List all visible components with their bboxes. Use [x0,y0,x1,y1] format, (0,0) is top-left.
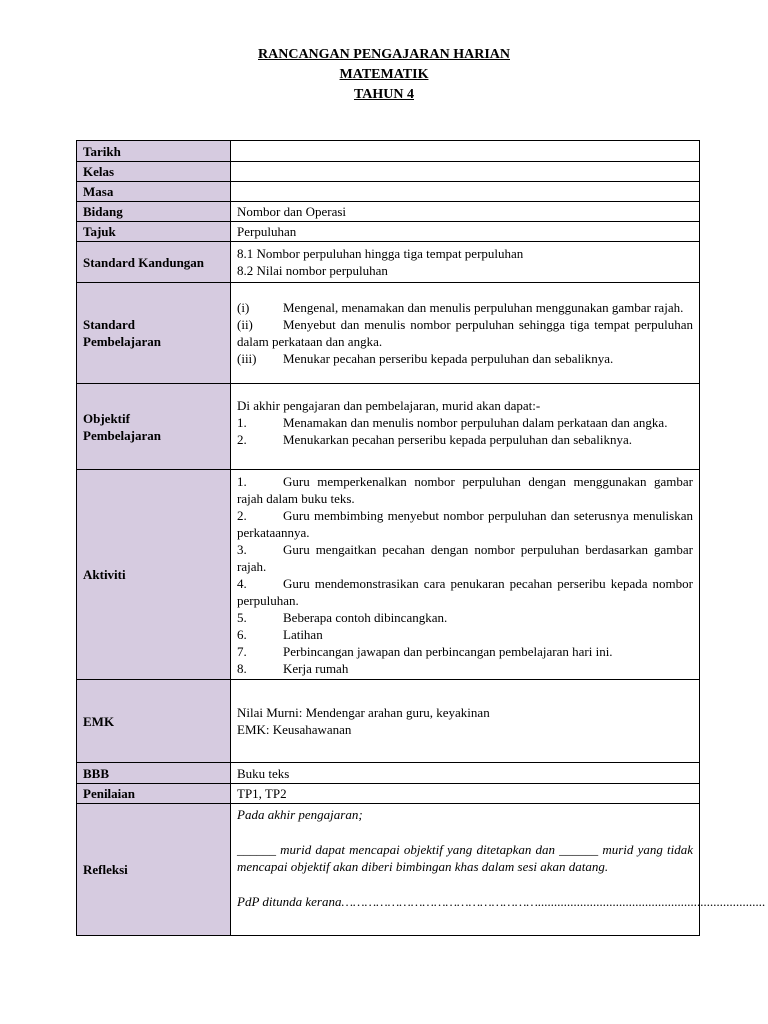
refleksi-line: Pada akhir pengajaran; [237,807,363,822]
value-bidang: Nombor dan Operasi [231,202,700,222]
obj-item [237,431,693,448]
row-standard-pembelajaran [77,283,700,384]
akt-item [237,660,693,677]
obj-text: Menukarkan pecahan perseribu kepada perpuluhan dan sebaliknya. [283,431,633,447]
obj-label-line: Pembelajaran [83,427,161,443]
value-tarikh [231,141,700,162]
label-bidang: Bidang [77,202,231,222]
sp-num: (iii) [237,351,257,366]
akt-text: Perbincangan jawapan dan perbincangan pembelajaran hari ini. [283,643,613,659]
year-title: TAHUN 4 [353,87,415,102]
row-bidang [77,202,700,222]
sp-text: Menyebut dan menulis nombor perpuluhan sehingga tiga tempat perpuluhan dalam perkataan dan angka. [237,317,693,349]
spacer [237,448,693,457]
akt-num: 4. [237,575,247,591]
label-refleksi: Refleksi [77,804,231,936]
refleksi-line: ______ murid dapat mencapai objektif yang ditetapkan dan ______ murid yang tidak mencapai objektif akan diberi bimbingan khas dalam sesi akan datang. [237,842,693,874]
lesson-plan-table [76,140,766,936]
sp-item [237,350,693,367]
label-kelas: Kelas [77,162,231,182]
sp-item [237,316,693,350]
akt-text: Beberapa contoh dibincangkan. [283,609,448,625]
row-objektif [77,384,700,470]
label-objektif [77,384,231,470]
akt-num: 2. [237,507,247,523]
document-title: RANCANGAN PENGAJARAN HARIAN [258,47,510,62]
label-emk: EMK [77,680,231,763]
value-emk [231,680,700,763]
sk-line: 8.2 Nilai nombor perpuluhan [237,263,388,278]
obj-num: 2. [237,431,247,447]
obj-item [237,414,693,431]
spacer [237,875,693,893]
row-emk [77,680,700,763]
label-aktiviti: Aktiviti [77,470,231,680]
spacer [237,823,693,841]
label-tarikh: Tarikh [77,141,231,162]
akt-item [237,643,693,660]
akt-item [237,609,693,626]
label-tajuk: Tajuk [77,222,231,242]
row-aktiviti [77,470,700,680]
obj-label-line: Objektif [83,410,130,426]
row-masa [77,182,700,202]
emk-line: Nilai Murni: Mendengar arahan guru, keyakinan [237,705,490,720]
row-penilaian [77,784,700,804]
refleksi-line: PdP ditunda kerana……………………………………………...................................................................... [237,894,766,909]
row-tajuk [77,222,700,242]
obj-intro: Di akhir pengajaran dan pembelajaran, murid akan dapat:- [237,397,541,413]
sk-line: 8.1 Nombor perpuluhan hingga tiga tempat perpuluhan [237,246,524,261]
value-bbb: Buku teks [231,763,700,784]
akt-text: Guru mendemonstrasikan cara penukaran pecahan perseribu kepada nombor perpuluhan. [237,575,693,608]
row-bbb [77,763,700,784]
akt-num: 3. [237,541,247,557]
akt-num: 6. [237,626,247,642]
row-tarikh [77,141,700,162]
label-standard-kandungan: Standard Kandungan [77,242,231,283]
emk-line: EMK: Keusahawanan [237,722,352,737]
akt-text: Guru membimbing menyebut nombor perpuluhan dan seterusnya menuliskan perkataannya. [237,507,693,540]
value-penilaian: TP1, TP2 [231,784,700,804]
akt-item [237,626,693,643]
row-refleksi [77,804,700,936]
akt-text: Kerja rumah [283,660,349,676]
sp-label-line: Standard [83,317,136,332]
sp-item [237,299,693,316]
value-standard-pembelajaran [231,283,700,384]
akt-text: Latihan [283,626,323,642]
obj-text: Menamakan dan menulis nombor perpuluhan dalam perkataan dan angka. [283,414,668,430]
sp-num: (i) [237,300,250,315]
label-masa: Masa [77,182,231,202]
akt-item [237,541,693,575]
akt-num: 1. [237,473,247,489]
akt-text: Guru mengaitkan pecahan dengan nombor perpuluhan berdasarkan gambar rajah. [237,541,693,574]
value-masa [231,182,700,202]
label-standard-pembelajaran [77,283,231,384]
row-kelas [77,162,700,182]
value-tajuk: Perpuluhan [231,222,700,242]
value-standard-kandungan [231,242,700,283]
akt-num: 5. [237,609,247,625]
sp-label-line: Pembelajaran [83,334,161,349]
value-refleksi [231,804,766,936]
akt-item [237,575,693,609]
akt-item [237,473,693,507]
akt-item [237,507,693,541]
value-aktiviti [231,470,700,680]
subject-title: MATEMATIK [339,67,429,82]
row-standard-kandungan [77,242,700,283]
value-kelas [231,162,700,182]
akt-text: Guru memperkenalkan nombor perpuluhan dengan menggunakan gambar rajah dalam buku teks. [237,473,693,506]
label-bbb: BBB [77,763,231,784]
akt-num: 7. [237,643,247,659]
sp-text: Mengenal, menamakan dan menulis perpuluhan menggunakan gambar rajah. [283,300,684,315]
sp-text: Menukar pecahan perseribu kepada perpuluhan dan sebaliknya. [283,351,614,366]
obj-num: 1. [237,414,247,430]
label-penilaian: Penilaian [77,784,231,804]
akt-num: 8. [237,660,247,676]
value-objektif [231,384,700,470]
sp-num: (ii) [237,317,253,332]
